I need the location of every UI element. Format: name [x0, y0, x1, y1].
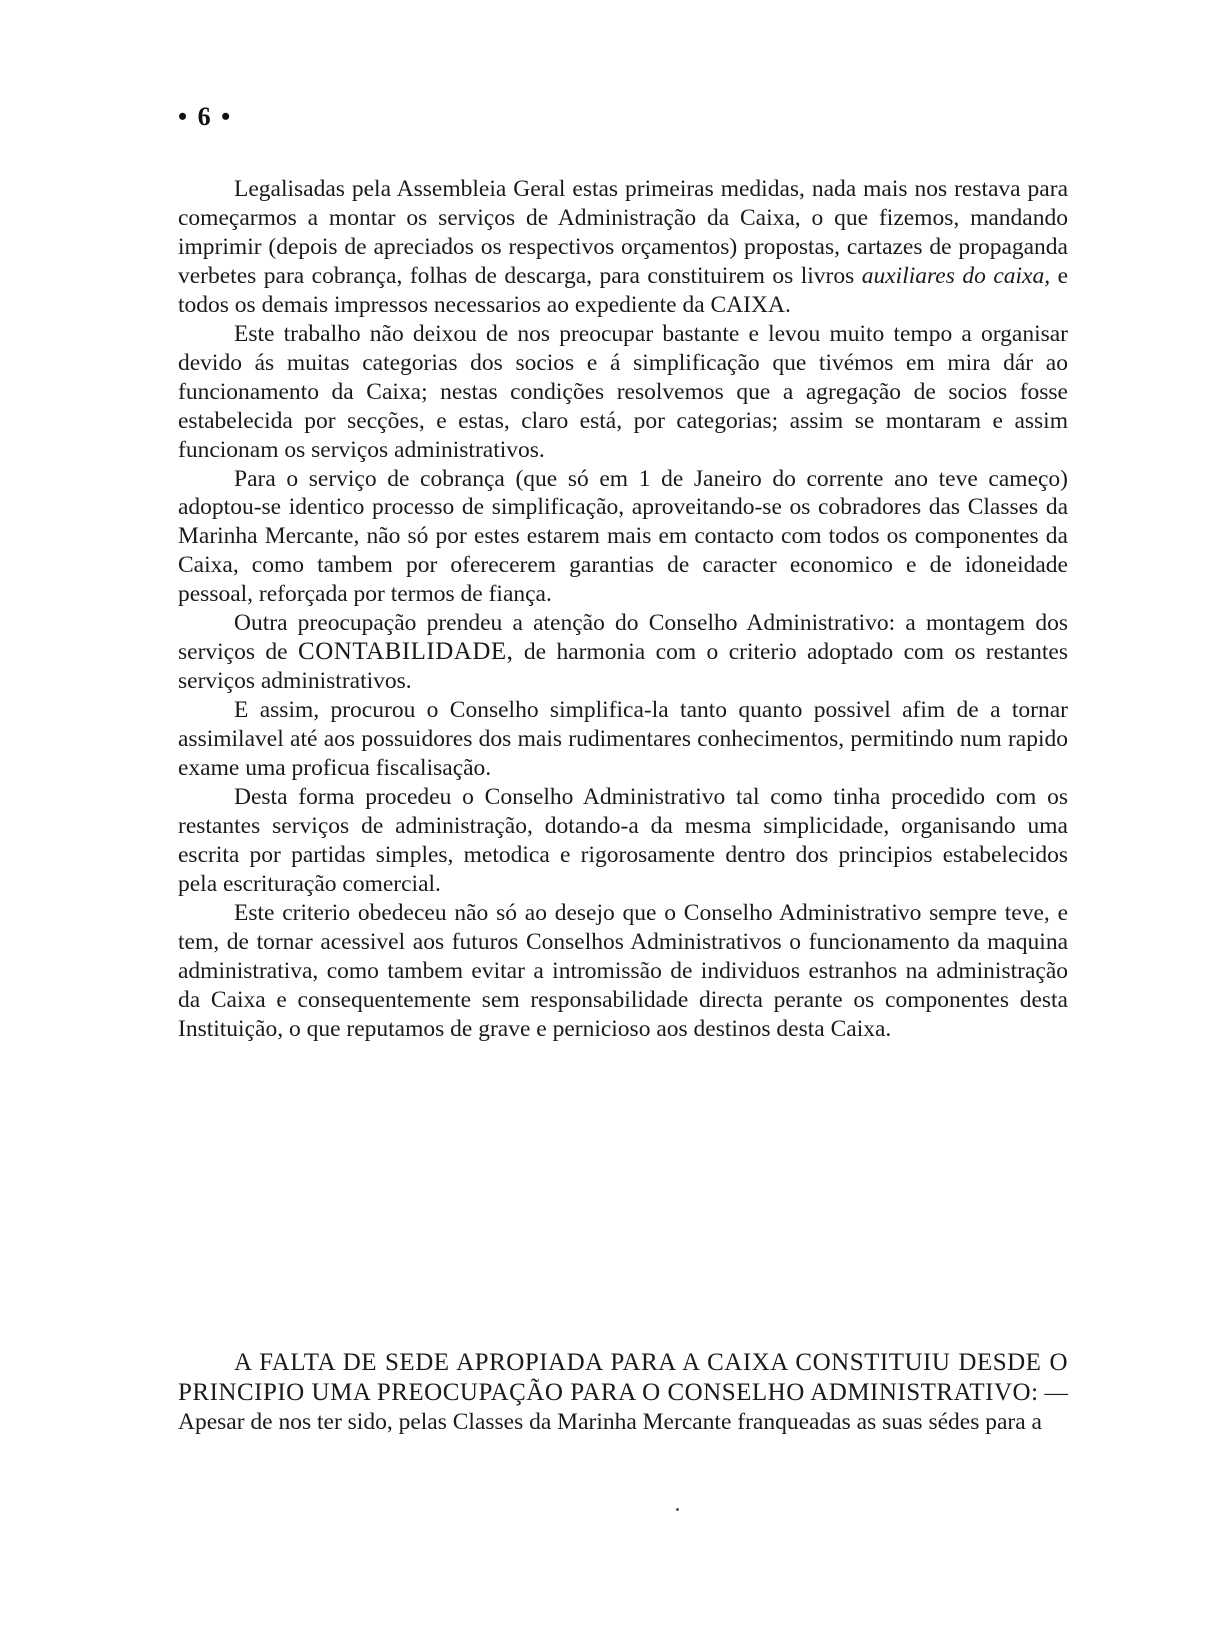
paragraph-5: E assim, procurou o Conselho simplifica-la tanto quanto possivel afim de a tornar assimilavel até aos possuidores dos mais rudimentares conhecimentos, permitindo num rapido exame uma proficua fiscalisação. — [178, 697, 1068, 782]
paragraph-4-text: Outra preocupação prendeu a atenção do Conselho Administrativo: a montagem dos serviços de — [178, 610, 1068, 666]
section-heading-block — [178, 1348, 1068, 1437]
paragraph-6: Desta forma procedeu o Conselho Administrativo tal como tinha procedido com os restantes serviços de administração, dotando-a da mesma simplicidade, organisando uma escrita por partidas simples, metodica e rigorosamente dentro dos principios estabelecidos pela escrituração comercial. — [178, 784, 1068, 897]
paragraph-3: Para o serviço de cobrança (que só em 1 de Janeiro do corrente ano teve cameço) adoptou-se identico processo de simplificação, aproveitando-se os cobradores das Classes da Marinha Mercante, não só por estes estarem mais em contacto com todos os componentes da Caixa, como tambem por oferecerem garantias de caracter economico e de idoneidade pessoal, reforçada por termos de fiança. — [178, 465, 1068, 608]
body-text — [178, 175, 1068, 1044]
section-heading-continuation: — Apesar de nos ter sido, pelas Classes da Marinha Mercante franqueadas as suas sédes para a — [178, 1380, 1068, 1435]
paragraph-4 — [178, 609, 1068, 696]
page-number: • 6 • — [178, 102, 233, 131]
paragraph-2: Este trabalho não deixou de nos preocupar bastante e levou muito tempo a organisar devido ás muitas categorias dos socios e á simplificação que tivémos em mira dár ao funcionamento da Caixa; nestas condições resolvemos que a agregação de socios fosse estabelecida por secções, e estas, claro está, por categorias; assim se montaram e assim funcionam os serviços administrativos. — [178, 320, 1068, 463]
paragraph-4-text-end: de harmonia com o criterio adoptado com os restantes serviços administrativos. — [178, 639, 1068, 695]
paragraph-1-italic-text: auxiliares do caixa, — [861, 262, 1051, 289]
paragraph-7: Este criterio obedeceu não só ao desejo que o Conselho Administrativo sempre teve, e tem, de tornar acessivel aos futuros Conselhos Administrativos o funcionamento da maquina administrativa, como tambem evitar a intromissão de individuos estranhos na administração da Caixa e consequentemente sem responsabilidade directa perante os componentes desta Instituição, o que reputamos de grave e pernicioso aos destinos desta Caixa. — [178, 899, 1068, 1042]
section-heading-paragraph — [178, 1348, 1068, 1437]
print-speck — [676, 1508, 679, 1511]
paragraph-1-text: Legalisadas pela Assembleia Geral estas primeiras medidas, nada mais nos restava para começarmos a montar os serviços de Administração da Caixa, o que fizemos, mandando imprimir (depois de apreciados os respectivos orçamentos) propostas, cartazes de propaganda verbetes para cobrança, folhas de descarga, para constituirem os livros — [178, 176, 1068, 289]
paragraph-4-caps-text: CONTABILIDADE, — [298, 638, 514, 666]
paragraph-1-text-end: e todos os demais impressos necessarios ao expediente da CAIXA. — [178, 262, 1068, 318]
paragraph-1 — [178, 175, 1068, 320]
section-heading: A FALTA DE SEDE APROPIADA PARA A CAIXA CONSTITUIU DESDE O PRINCIPIO UMA PREOCUPAÇÃO PARA O CONSELHO ADMINISTRATIVO: — [178, 1349, 1068, 1406]
